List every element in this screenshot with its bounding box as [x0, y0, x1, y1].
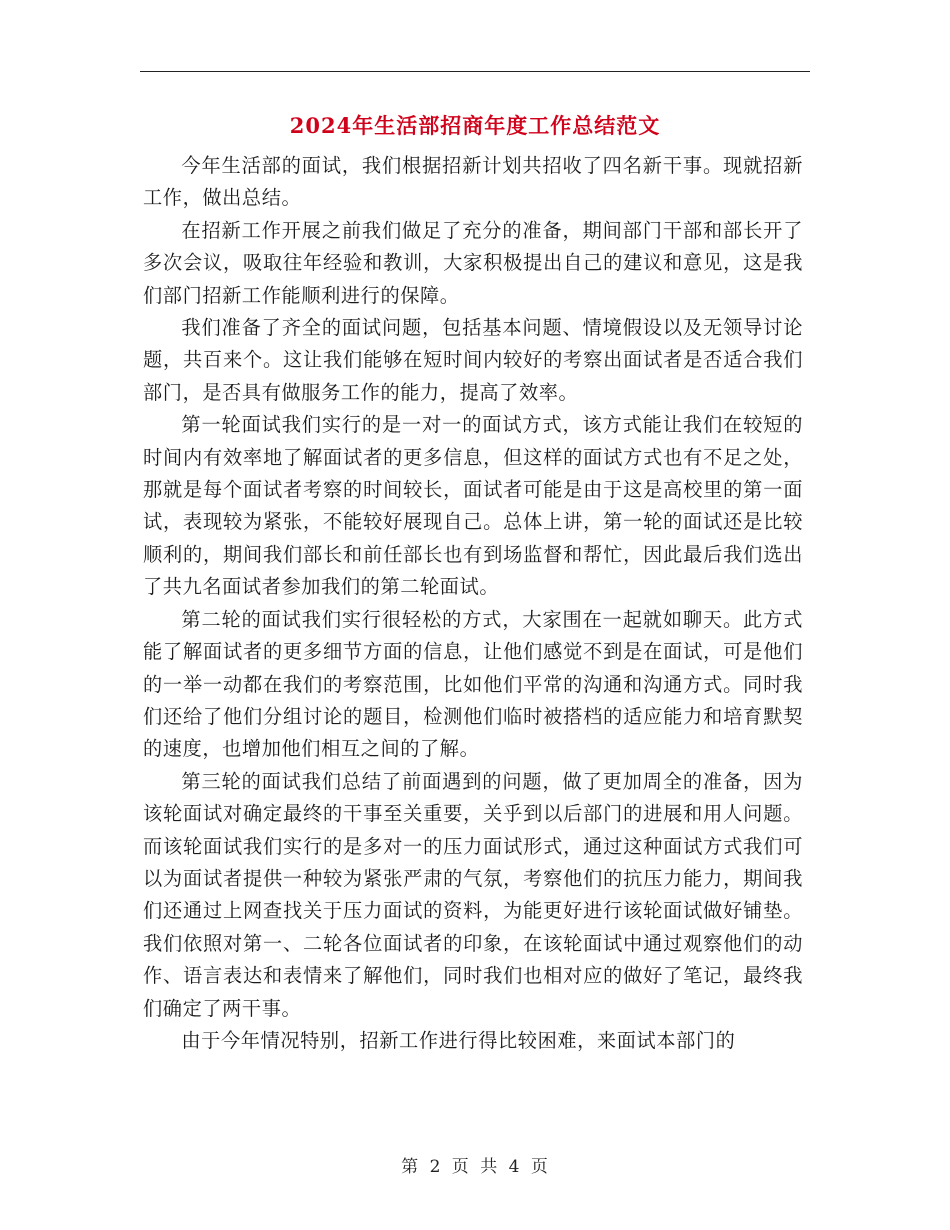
paragraph: 第一轮面试我们实行的是一对一的面试方式，该方式能让我们在较短的时间内有效率地了解面试者的更多信息，但这样的面试方式也有不足之处，那就是每个面试者考察的时间较长，面试者可能是由于这是高校里的第一面试，表现较为紧张，不能较好展现自己。总体上讲，第一轮的面试还是比较顺利的，期间我们部长和前任部长也有到场监督和帮忙，因此最后我们选出了共九名面试者参加我们的第二轮面试。	[143, 413, 803, 599]
document-body	[143, 150, 803, 1057]
footer-suffix: 页	[530, 1157, 549, 1177]
paragraph: 由于今年情况特别，招新工作进行得比较困难，来面试本部门的	[181, 1028, 736, 1052]
paragraph: 第三轮的面试我们总结了前面遇到的问题，做了更加周全的准备，因为该轮面试对确定最终的干事至关重要，关乎到以后部门的进展和用人问题。而该轮面试我们实行的是多对一的压力面试形式，通过这种面试方式我们可以为面试者提供一种较为紧张严肃的气氛，考察他们的抗压力能力，期间我们还通过上网查找关于压力面试的资料，为能更好进行该轮面试做好铺垫。我们依照对第一、二轮各位面试者的印象，在该轮面试中通过观察他们的动作、语言表达和表情来了解他们，同时我们也相对应的做好了笔记，最终我们确定了两干事。	[143, 769, 803, 1020]
paragraph: 今年生活部的面试，我们根据招新计划共招收了四名新干事。现就招新工作，做出总结。	[143, 154, 803, 210]
header-rule	[140, 71, 810, 72]
footer-prefix: 第	[401, 1157, 420, 1177]
total-pages-number: 4	[508, 1157, 521, 1177]
footer-page-word: 页	[451, 1157, 470, 1177]
page-number-footer	[0, 1152, 950, 1177]
paragraph: 在招新工作开展之前我们做足了充分的准备，期间部门干部和部长开了多次会议，吸取往年经验和教训，大家积极提出自己的建议和意见，这是我们部门招新工作能顺利进行的保障。	[143, 218, 803, 307]
document-title: 2024年生活部招商年度工作总结范文	[289, 113, 661, 138]
paragraph: 第二轮的面试我们实行很轻松的方式，大家围在一起就如聊天。此方式能了解面试者的更多细节方面的信息，让他们感觉不到是在面试，可是他们的一举一动都在我们的考察范围，比如他们平常的沟通和沟通方式。同时我们还给了他们分组讨论的题目，检测他们临时被搭档的适应能力和培育默契的速度，也增加他们相互之间的了解。	[143, 607, 803, 761]
paragraph: 我们准备了齐全的面试问题，包括基本问题、情境假设以及无领导讨论题，共百来个。这让我们能够在短时间内较好的考察出面试者是否适合我们部门，是否具有做服务工作的能力，提高了效率。	[143, 316, 803, 404]
current-page-number: 2	[429, 1157, 442, 1177]
footer-total-prefix: 共	[480, 1157, 499, 1177]
